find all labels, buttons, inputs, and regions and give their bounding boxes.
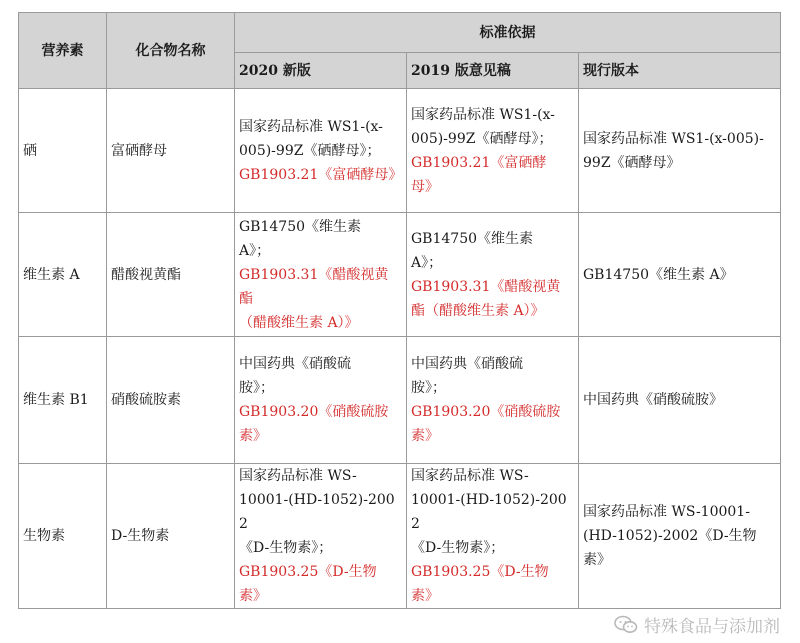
standard-2019-cell xyxy=(407,337,579,464)
nutrient-cell: 生物素 xyxy=(19,464,107,609)
new-standard-line: GB1903.25《D-生物 xyxy=(411,564,549,580)
header-nutrient: 营养素 xyxy=(19,13,107,89)
new-standard-line: GB1903.31《醋酸视黄 xyxy=(411,278,561,295)
text-line: GB14750《维生素 xyxy=(239,218,362,235)
new-standard-line: 母》 xyxy=(411,178,439,195)
standard-2020-cell xyxy=(235,464,407,609)
text-line: 国家药品标准 WS1-(x- xyxy=(411,106,555,123)
text-line: 005)-99Z《硒酵母》； xyxy=(411,130,553,147)
standard-2020-cell xyxy=(235,337,407,464)
compound-cell: 醋酸视黄酯 xyxy=(107,213,235,337)
table-row xyxy=(19,337,781,464)
table-row xyxy=(19,464,781,609)
text-line: 005)-99Z《硒酵母》； xyxy=(239,142,381,159)
nutrient-cell: 硒 xyxy=(19,89,107,213)
text-line: GB14750《维生素 xyxy=(411,230,534,247)
text-line: A》； xyxy=(411,254,443,271)
standard-2019-cell xyxy=(407,213,579,337)
standard-2019-cell xyxy=(407,89,579,213)
header-2019: 2019 版意见稿 xyxy=(407,53,579,89)
new-standard-line: 素》 xyxy=(411,428,439,444)
text-line: 中国药典《硝酸硫 xyxy=(411,356,523,372)
standard-2020-cell xyxy=(235,213,407,337)
header-2020: 2020 新版 xyxy=(235,53,407,89)
compound-cell: 富硒酵母 xyxy=(107,89,235,213)
new-standard-line: GB1903.21《富硒酵 xyxy=(411,154,547,171)
text-line: 胺》； xyxy=(239,380,274,396)
watermark-text: 特殊食品与添加剂 xyxy=(644,617,780,637)
text-line: 国家药品标准 WS1-(x- xyxy=(239,118,383,135)
standard-2019-cell xyxy=(407,464,579,609)
table-row xyxy=(19,213,781,337)
header-current: 现行版本 xyxy=(579,53,781,89)
text-line: 国家药品标准 WS-10001- xyxy=(583,504,750,520)
text-line: 国家药品标准 WS1-(x-005)- xyxy=(583,130,764,147)
standard-current-cell xyxy=(579,213,781,337)
text-line: 国家药品标准 WS- xyxy=(239,468,357,484)
text-line: 国家药品标准 WS- xyxy=(411,468,529,484)
text-line: 《D-生物素》； xyxy=(411,540,505,556)
compound-cell: D-生物素 xyxy=(107,464,235,609)
new-standard-line: GB1903.31《醋酸视黄酯 xyxy=(239,266,389,307)
text-line: 99Z《硒酵母》 xyxy=(583,154,681,171)
new-standard-line: 素》 xyxy=(239,428,267,444)
table-row xyxy=(19,89,781,213)
text-line: 《D-生物素》； xyxy=(239,540,333,556)
text-line: (HD-1052)-2002《D-生物 xyxy=(583,528,757,544)
standard-current-cell xyxy=(579,337,781,464)
nutrient-cell: 维生素 B1 xyxy=(19,337,107,464)
header-row-top xyxy=(19,13,781,53)
new-standard-line: 酯（醋酸维生素 A）》 xyxy=(411,302,545,319)
standard-current-cell xyxy=(579,89,781,213)
new-standard-line: （醋酸维生素 A）》 xyxy=(239,314,359,331)
text-line: 中国药典《硝酸硫胺》 xyxy=(583,392,723,408)
text-line: 素》 xyxy=(583,552,611,568)
standard-2020-cell xyxy=(235,89,407,213)
text-line: 中国药典《硝酸硫 xyxy=(239,356,351,372)
new-standard-line: GB1903.25《D-生物 xyxy=(239,564,377,580)
new-standard-line: 素》 xyxy=(411,588,439,604)
new-standard-line: GB1903.21《富硒酵母》 xyxy=(239,166,403,183)
text-line: GB14750《维生素 A》 xyxy=(583,266,734,283)
text-line: 10001-(HD-1052)-2002 xyxy=(239,492,395,532)
text-line: A》； xyxy=(239,242,271,259)
new-standard-line: 素》 xyxy=(239,588,267,604)
nutrient-cell: 维生素 A xyxy=(19,213,107,337)
new-standard-line: GB1903.20《硝酸硫胺 xyxy=(239,404,389,420)
header-compound: 化合物名称 xyxy=(107,13,235,89)
text-line: 胺》； xyxy=(411,380,446,396)
wechat-icon xyxy=(614,615,638,635)
new-standard-line: GB1903.20《硝酸硫胺 xyxy=(411,404,561,420)
compound-cell: 硝酸硫胺素 xyxy=(107,337,235,464)
header-basis: 标准依据 xyxy=(235,13,781,53)
standards-table xyxy=(18,12,781,609)
standard-current-cell xyxy=(579,464,781,609)
text-line: 10001-(HD-1052)-2002 xyxy=(411,492,567,532)
watermark xyxy=(614,612,780,637)
